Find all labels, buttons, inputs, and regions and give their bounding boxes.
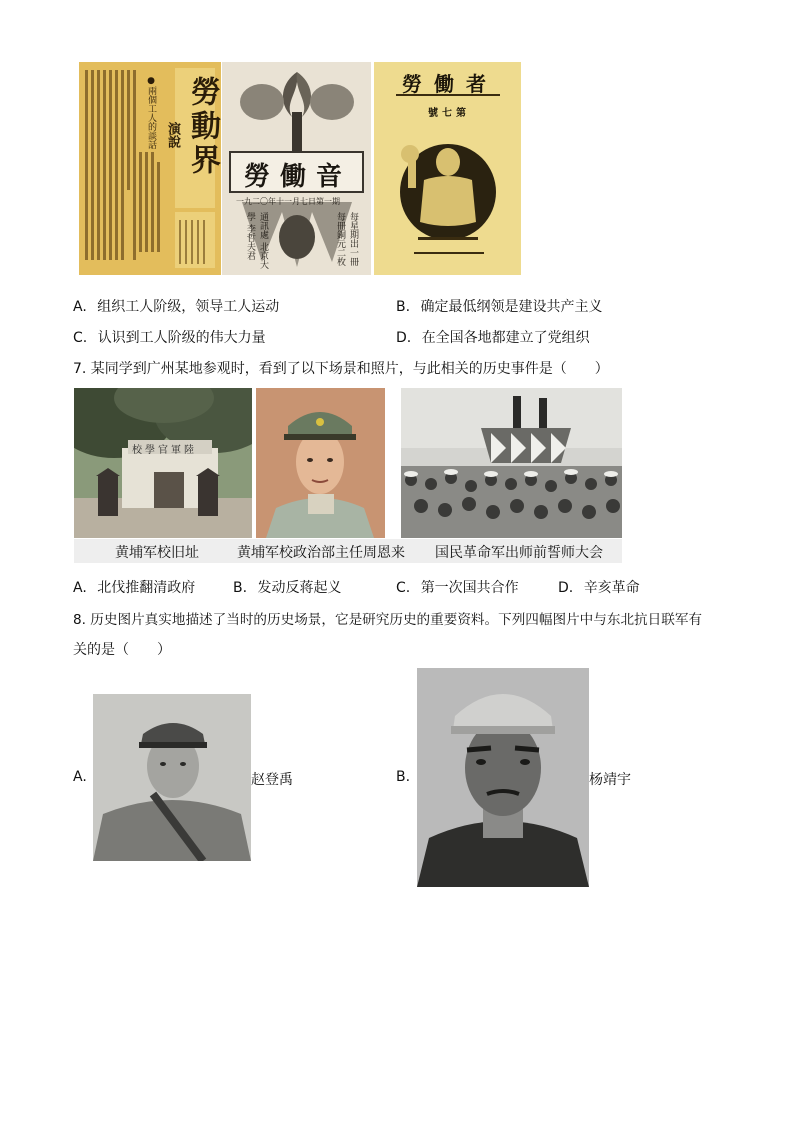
option-text: 辛亥革命 xyxy=(583,580,640,596)
option-letter: B. xyxy=(396,299,411,315)
journal-laodongyin-title: 勞働音 xyxy=(244,162,353,192)
option-text: 确定最低纲领是建设共产主义 xyxy=(420,299,603,315)
q7-stem: 7. 某同学到广州某地参观时，看到了以下场景和照片，与此相关的历史事件是（ ） xyxy=(73,361,609,377)
option-letter: B. xyxy=(233,580,248,596)
option-letter: A. xyxy=(73,299,87,315)
q8-option-b-letter[interactable]: B. xyxy=(396,769,411,785)
option-letter: C. xyxy=(73,330,88,346)
journal-laodongyin-side: 通訊處 北京大學 李哲夫君 xyxy=(245,212,268,269)
journal-laodongyin-note: 每星期出一冊 每冊銅元二枚 xyxy=(335,212,358,266)
zhao-dengyu-portrait xyxy=(93,694,251,861)
option-text: 组织工人阶级，领导工人运动 xyxy=(97,299,280,315)
journal-laodongzhe-title: 勞働者 xyxy=(402,72,498,96)
q7-option-a[interactable] xyxy=(73,577,195,597)
q8-stem-line2: 关的是（ ） xyxy=(73,642,171,658)
journal-laodongjie-column: 演說 xyxy=(165,122,180,148)
option-letter: C. xyxy=(396,580,411,596)
journal-laodongjie-article: ●兩個工人的談話 xyxy=(146,76,156,149)
northern-expedition-rally-photo xyxy=(401,388,622,538)
option-text: 第一次国共合作 xyxy=(420,580,519,596)
option-text: 发动反蒋起义 xyxy=(257,580,342,596)
q6-option-b[interactable] xyxy=(396,296,603,316)
caption-zhou-enlai: 黄埔军校政治部主任周恩来 xyxy=(237,545,405,561)
journal-laodongjie-title: 勞動界 xyxy=(185,76,220,178)
option-text: 在全国各地都建立了党组织 xyxy=(421,330,590,346)
journal-laodongzhe-issue: 號七第 xyxy=(428,108,470,119)
q8-option-b-name: 杨靖宇 xyxy=(589,772,631,788)
zhou-enlai-portrait xyxy=(256,388,385,538)
option-text: 北伐推翻清政府 xyxy=(97,580,196,596)
yang-jingyu-portrait xyxy=(417,668,589,887)
q7-option-c[interactable] xyxy=(396,577,519,597)
journal-laodongjie-image xyxy=(79,62,221,275)
option-letter: D. xyxy=(558,580,574,596)
journal-laodongyin-issue: 一九二〇年十一月七日第一期 xyxy=(236,197,340,206)
option-letter: D. xyxy=(396,330,412,346)
caption-rally: 国民革命军出师前誓师大会 xyxy=(435,545,603,561)
whampoa-gate-photo xyxy=(74,388,252,538)
q6-option-d[interactable] xyxy=(396,327,590,347)
q8-stem-line1: 8. 历史图片真实地描述了当时的历史场景，它是研究历史的重要资料。下列四幅图片中与东北抗日联军有 xyxy=(73,612,703,628)
journal-laodongyin-image xyxy=(222,62,371,275)
whampoa-gate-sign: 校學官軍陸 xyxy=(132,445,197,456)
q6-option-c[interactable] xyxy=(73,327,266,347)
option-text: 认识到工人阶级的伟大力量 xyxy=(97,330,266,346)
q7-option-b[interactable] xyxy=(233,577,342,597)
q8-option-a-name: 赵登禹 xyxy=(251,772,293,788)
q6-option-a[interactable] xyxy=(73,296,279,316)
journal-laodongzhe-image xyxy=(374,62,521,275)
q7-option-d[interactable] xyxy=(558,577,640,597)
option-letter: A. xyxy=(73,580,87,596)
caption-whampoa-gate: 黄埔军校旧址 xyxy=(115,545,199,561)
q8-option-a-letter[interactable]: A. xyxy=(73,769,87,785)
